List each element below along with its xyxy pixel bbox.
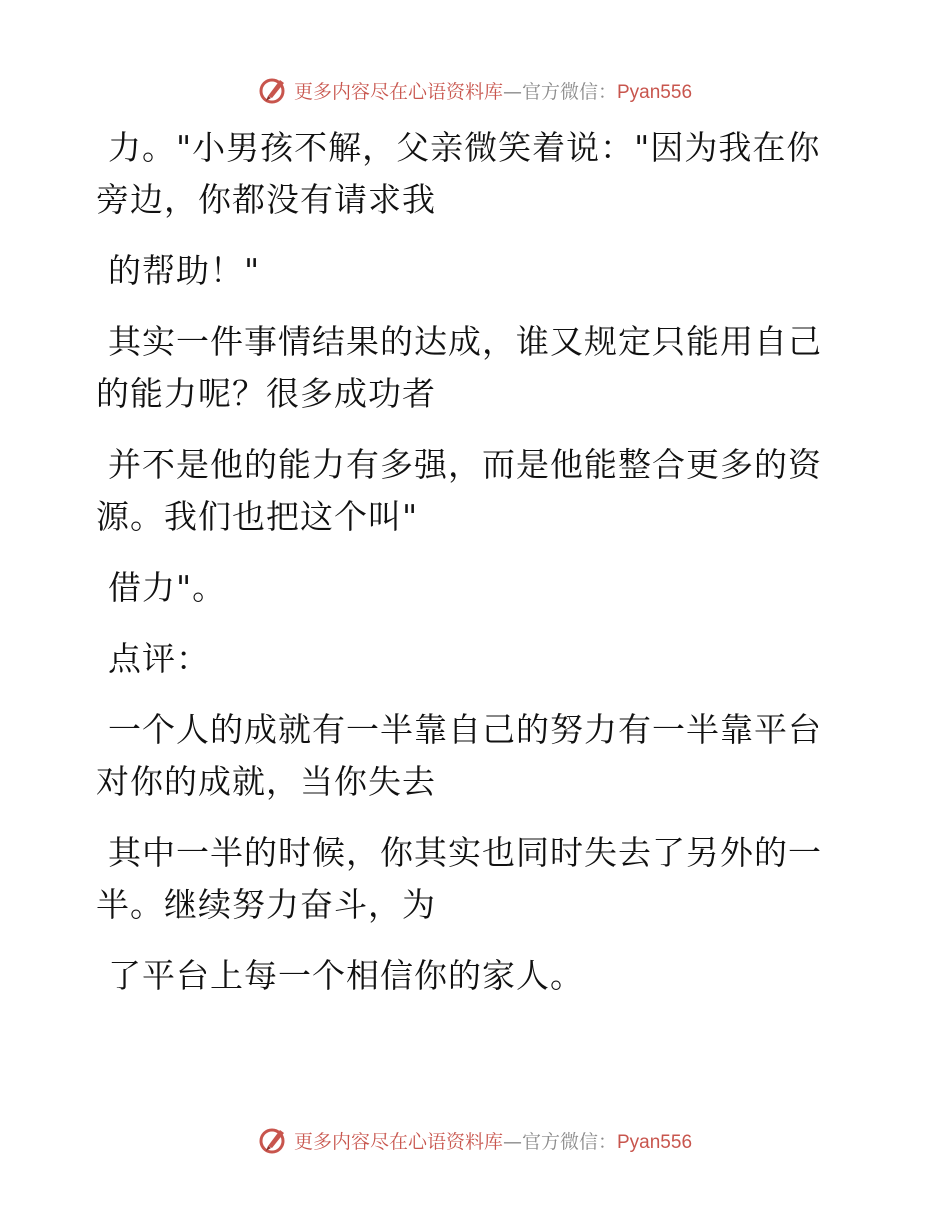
footer-text [294,1127,692,1154]
paragraph-9 [96,950,836,1002]
paragraph-line: 力。"小男孩不解，父亲微笑着说："因为我在你 [108,128,821,167]
header-wechat-id: Pyan556 [617,81,693,103]
paragraph-3 [96,316,836,420]
paragraph-6 [96,633,836,685]
footer-dash: — [502,1130,522,1153]
paragraph-4 [96,439,836,543]
paragraph-line: 的能力呢？很多成功者 [96,374,436,413]
paragraph-line: 点评： [108,639,210,678]
paragraph-line: 半。继续努力奋斗，为 [96,885,436,924]
header-dash: — [502,80,522,103]
footer-title: 更多内容尽在心语资料库 [293,1130,503,1153]
paragraph-2 [96,245,836,297]
pen-nib-logo-icon [258,1124,290,1156]
paragraph-8 [96,827,836,931]
paragraph-line: 对你的成就，当你失去 [96,762,436,801]
paragraph-line: 其实一件事情结果的达成，谁又规定只能用自己 [108,322,822,361]
paragraph-line: 借力"。 [108,568,227,607]
paragraph-1 [96,122,836,226]
pen-nib-logo-icon [258,74,290,106]
header-text [294,77,692,104]
header-title: 更多内容尽在心语资料库 [293,80,503,103]
paragraph-5 [96,562,836,614]
paragraph-line: 了平台上每一个相信你的家人。 [108,956,584,995]
paragraph-7 [96,704,836,808]
paragraph-line: 其中一半的时候，你其实也同时失去了另外的一 [108,833,822,872]
paragraph-line: 源。我们也把这个叫" [96,497,419,536]
footer-wechat-label: 官方微信： [521,1130,617,1153]
document-body [96,122,836,1021]
header-wechat-label: 官方微信： [521,80,617,103]
paragraph-line: 的帮助！" [108,251,261,290]
footer-banner [0,1120,950,1160]
paragraph-line: 旁边，你都没有请求我 [96,180,436,219]
paragraph-line: 一个人的成就有一半靠自己的努力有一半靠平台 [108,710,822,749]
header-banner [0,70,950,110]
paragraph-line: 并不是他的能力有多强，而是他能整合更多的资 [108,445,822,484]
footer-wechat-id: Pyan556 [617,1131,693,1153]
